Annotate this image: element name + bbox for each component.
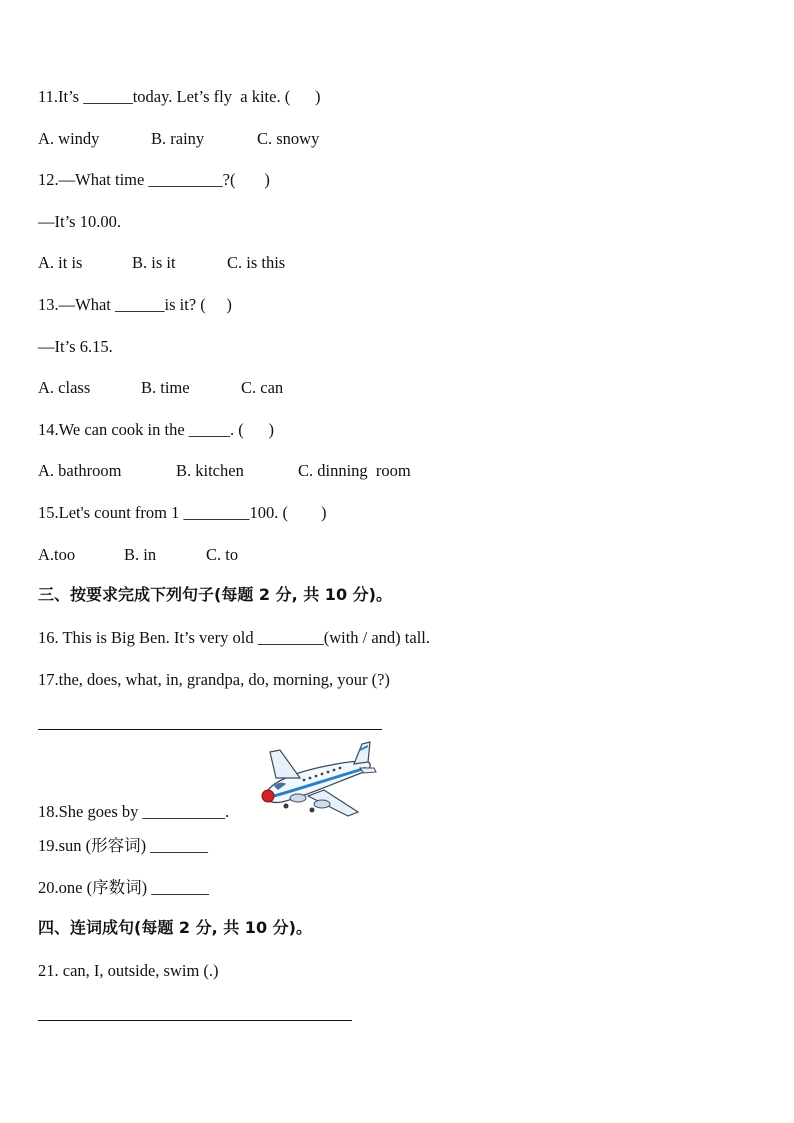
question-19: 19.sun (形容词) _______ bbox=[38, 836, 209, 855]
q17-answer-line bbox=[38, 729, 382, 730]
question-12: 12.—What time _________?( ) bbox=[38, 170, 270, 189]
question-17: 17.the, does, what, in, grandpa, do, morning, your (?) bbox=[38, 670, 390, 689]
q14-option-a: A. bathroom bbox=[38, 461, 122, 480]
q21-answer-line bbox=[38, 1020, 352, 1021]
q13-answer: —It’s 6.15. bbox=[38, 337, 113, 356]
section-4-heading: 四、连词成句(每题 2 分, 共 10 分)。 bbox=[38, 918, 312, 937]
q15-option-b: B. in bbox=[124, 545, 157, 564]
question-14: 14.We can cook in the _____. ( ) bbox=[38, 420, 275, 439]
q14-option-b: B. kitchen bbox=[176, 461, 244, 480]
q15-option-a: A.too bbox=[38, 545, 76, 564]
q13-option-b: B. time bbox=[141, 378, 190, 397]
q15-option-c: C. to bbox=[206, 545, 239, 564]
question-13: 13.—What ______is it? ( ) bbox=[38, 295, 232, 314]
airplane-icon bbox=[256, 738, 380, 822]
q12-option-b: B. is it bbox=[132, 253, 176, 272]
q11-option-c: C. snowy bbox=[257, 129, 320, 148]
q12-option-c: C. is this bbox=[227, 253, 286, 272]
q13-option-c: C. can bbox=[241, 378, 284, 397]
q14-option-c: C. dinning room bbox=[298, 461, 411, 480]
q12-option-a: A. it is bbox=[38, 253, 83, 272]
q11-option-a: A. windy bbox=[38, 129, 100, 148]
question-18: 18.She goes by __________. bbox=[38, 802, 230, 821]
question-11: 11.It’s ______today. Let’s fly a kite. ( ) bbox=[38, 87, 321, 106]
q12-answer: —It’s 10.00. bbox=[38, 212, 121, 231]
q13-option-a: A. class bbox=[38, 378, 91, 397]
question-20: 20.one (序数词) _______ bbox=[38, 878, 209, 897]
section-3-heading: 三、按要求完成下列句子(每题 2 分, 共 10 分)。 bbox=[38, 585, 392, 604]
q11-option-b: B. rainy bbox=[151, 129, 205, 148]
question-15: 15.Let's count from 1 ________100. ( ) bbox=[38, 503, 327, 522]
question-21: 21. can, I, outside, swim (.) bbox=[38, 961, 219, 980]
question-16: 16. This is Big Ben. It’s very old ________(with / and) tall. bbox=[38, 628, 431, 647]
